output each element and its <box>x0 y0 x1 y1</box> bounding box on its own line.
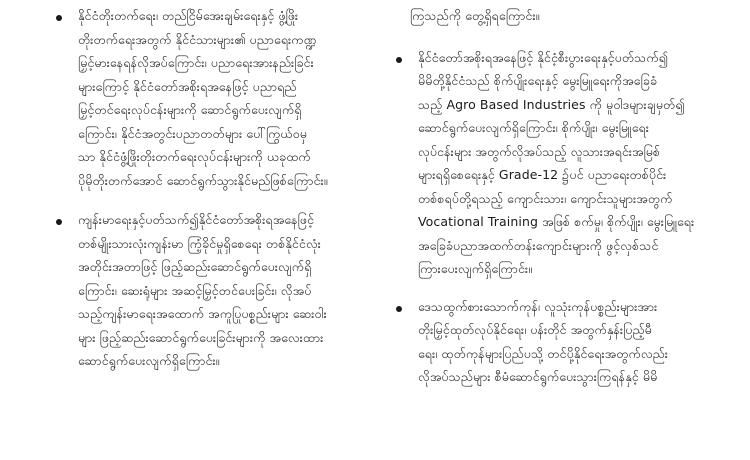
text-line: တစ်စရပ်တို့ရသည့် ကျောင်းသား၊ ကျောင်းသူများအတွက် <box>418 190 673 206</box>
text-line: နိုင်ငံတော်အစိုးရအနေဖြင့် နိုင်ငံ့စီးပွားရေးနှင့်ပတ်သက်၍ <box>418 49 669 65</box>
text-line: လုပ်ငန်းများ အတွက်လိုအပ်သည့် လူသားအရင်းအမြစ် <box>418 143 661 159</box>
text-line: တစ်မျိုးသားလုံးကျန်းမာ ကြံ့ခိုင်မှုရှိစေရေး တစ်နိုင်ငံလုံး <box>78 235 321 251</box>
text-line: ကျန်းမာရေးနှင့်ပတ်သက်၍နိုင်ငံတော်အစိုးရအနေဖြင့် <box>78 212 315 227</box>
text-line: ကြသည်ကို တွေ့ရှိရကြောင်း။ <box>410 8 540 23</box>
text-line: ကြားပေးလျက်ရှိကြောင်း။ <box>418 261 533 276</box>
text-line: ကြောင်း၊ ဆေးရုံများ အဆင့်မြှင့်တင်ပေးခြင်း၊ လိုအပ် <box>78 282 312 298</box>
text-line: ကြောင်း၊ နိုင်ငံအတွင်းပညာတတ်များ ပေါ်ကြွယ်ဝမှ <box>78 125 308 141</box>
text-line: တိုးတက်ရေးအတွက် နိုင်ငံသားများ၏ ပညာရေးကဏ္ဍ <box>78 31 317 47</box>
text-line: တိုးမြှင့်ထုတ်လုပ်နိုင်ရေး၊ ပန်းတိုင် အတွက်နှန်းပြည့်မီ <box>418 322 652 337</box>
text-line: ဆောင်ရွက်ပေးလျက်ရှိကြောင်း။ <box>78 353 220 368</box>
text-line: Vocational Training အဖြစ် စက်မှု၊ စိုက်ပျိုး၊ မွေးမြူရေး <box>418 214 695 229</box>
right-column <box>392 0 704 403</box>
text-line: အခြေခံပညာအထက်တန်းကျောင်းများကို ဖွင့်လှစ်သင် <box>418 237 659 253</box>
left-column <box>52 0 368 387</box>
bullet-item <box>392 295 704 389</box>
bullet-icon <box>396 306 402 312</box>
text-line: များရရှိစေရေးနှင့် Grade-12 ၌ပင် ပညာရေးတစ်ပိုင်း <box>418 167 667 182</box>
text-line: မြှင့်မားနေရန်လိုအပ်ကြောင်း၊ ပညာရေးအားနည်းခြင်း <box>78 55 314 70</box>
text-line: အတိုင်းအတာဖြင့် ဖြည့်ဆည်းဆောင်ရွက်ပေးလျက်ရှိ <box>78 259 312 274</box>
text-line: နိုင်ငံတိုးတက်ရေး၊ တည်ငြိမ်အေးချမ်းရေးနှင့် ဖွံ့ဖြိုး <box>78 8 299 23</box>
text-line: ဒေသထွက်စားသောက်ကုန်၊ လူသုံးကုန်ပစ္စည်းများအား <box>418 298 658 314</box>
text-line: များကြောင့် နိုင်ငံတော်အစိုးရအနေဖြင့် ပညာရည် <box>78 78 297 94</box>
bullet-icon <box>56 219 62 225</box>
text-line: သာ နိုင်ငံဖွံ့ဖြိုးတိုးတက်ရေးလုပ်ငန်းများကို ယခုထက် <box>78 149 311 164</box>
text-line: မိမိတို့နိုင်ငံသည် စိုက်ပျိုးရေးနှင့် မွေးမြူရေးကိုအခြေခံ <box>418 73 658 88</box>
bullet-item <box>52 208 368 373</box>
bullet-item <box>392 46 704 281</box>
continuation-paragraph <box>392 4 704 28</box>
text-line: ဆောင်ရွက်ပေးလျက်ရှိကြောင်း၊ စိုက်ပျိုး၊ မွေးမြူရေး <box>418 120 649 135</box>
bullet-item <box>52 4 368 192</box>
text-line: မြှင့်တင်ရေးလုပ်ငန်းများကို ဆောင်ရွက်ပေးလျက်ရှိ <box>78 102 302 117</box>
text-line: သည့်ကျန်းမာရေးအထောက် အကူပြုပစ္စည်းများ ဆေးဝါး <box>78 306 327 321</box>
text-line: များ ဖြည့်ဆည်းဆောင်ရွက်ပေးခြင်းများကို အလေးထား <box>78 329 324 345</box>
text-line: သည့် Agro Based Industries ကို မူဝါဒများချမှတ်၍ <box>418 96 685 112</box>
text-line: ရေး၊ ထုတ်ကုန်များပြည်ပသို့ တင်ပို့နိုင်ရေးအတွက်လည်း <box>418 345 668 361</box>
bullet-icon <box>396 57 402 63</box>
text-line: လိုအပ်သည်များ စီမံဆောင်ရွက်ပေးသွားကြရန်နှင့် မိမိ <box>418 369 658 384</box>
bullet-icon <box>56 15 62 21</box>
text-line: ပိုမိုတိုးတက်အောင် ဆောင်ရွက်သွားနိုင်မည်ဖြစ်ကြောင်း။ <box>78 172 328 188</box>
